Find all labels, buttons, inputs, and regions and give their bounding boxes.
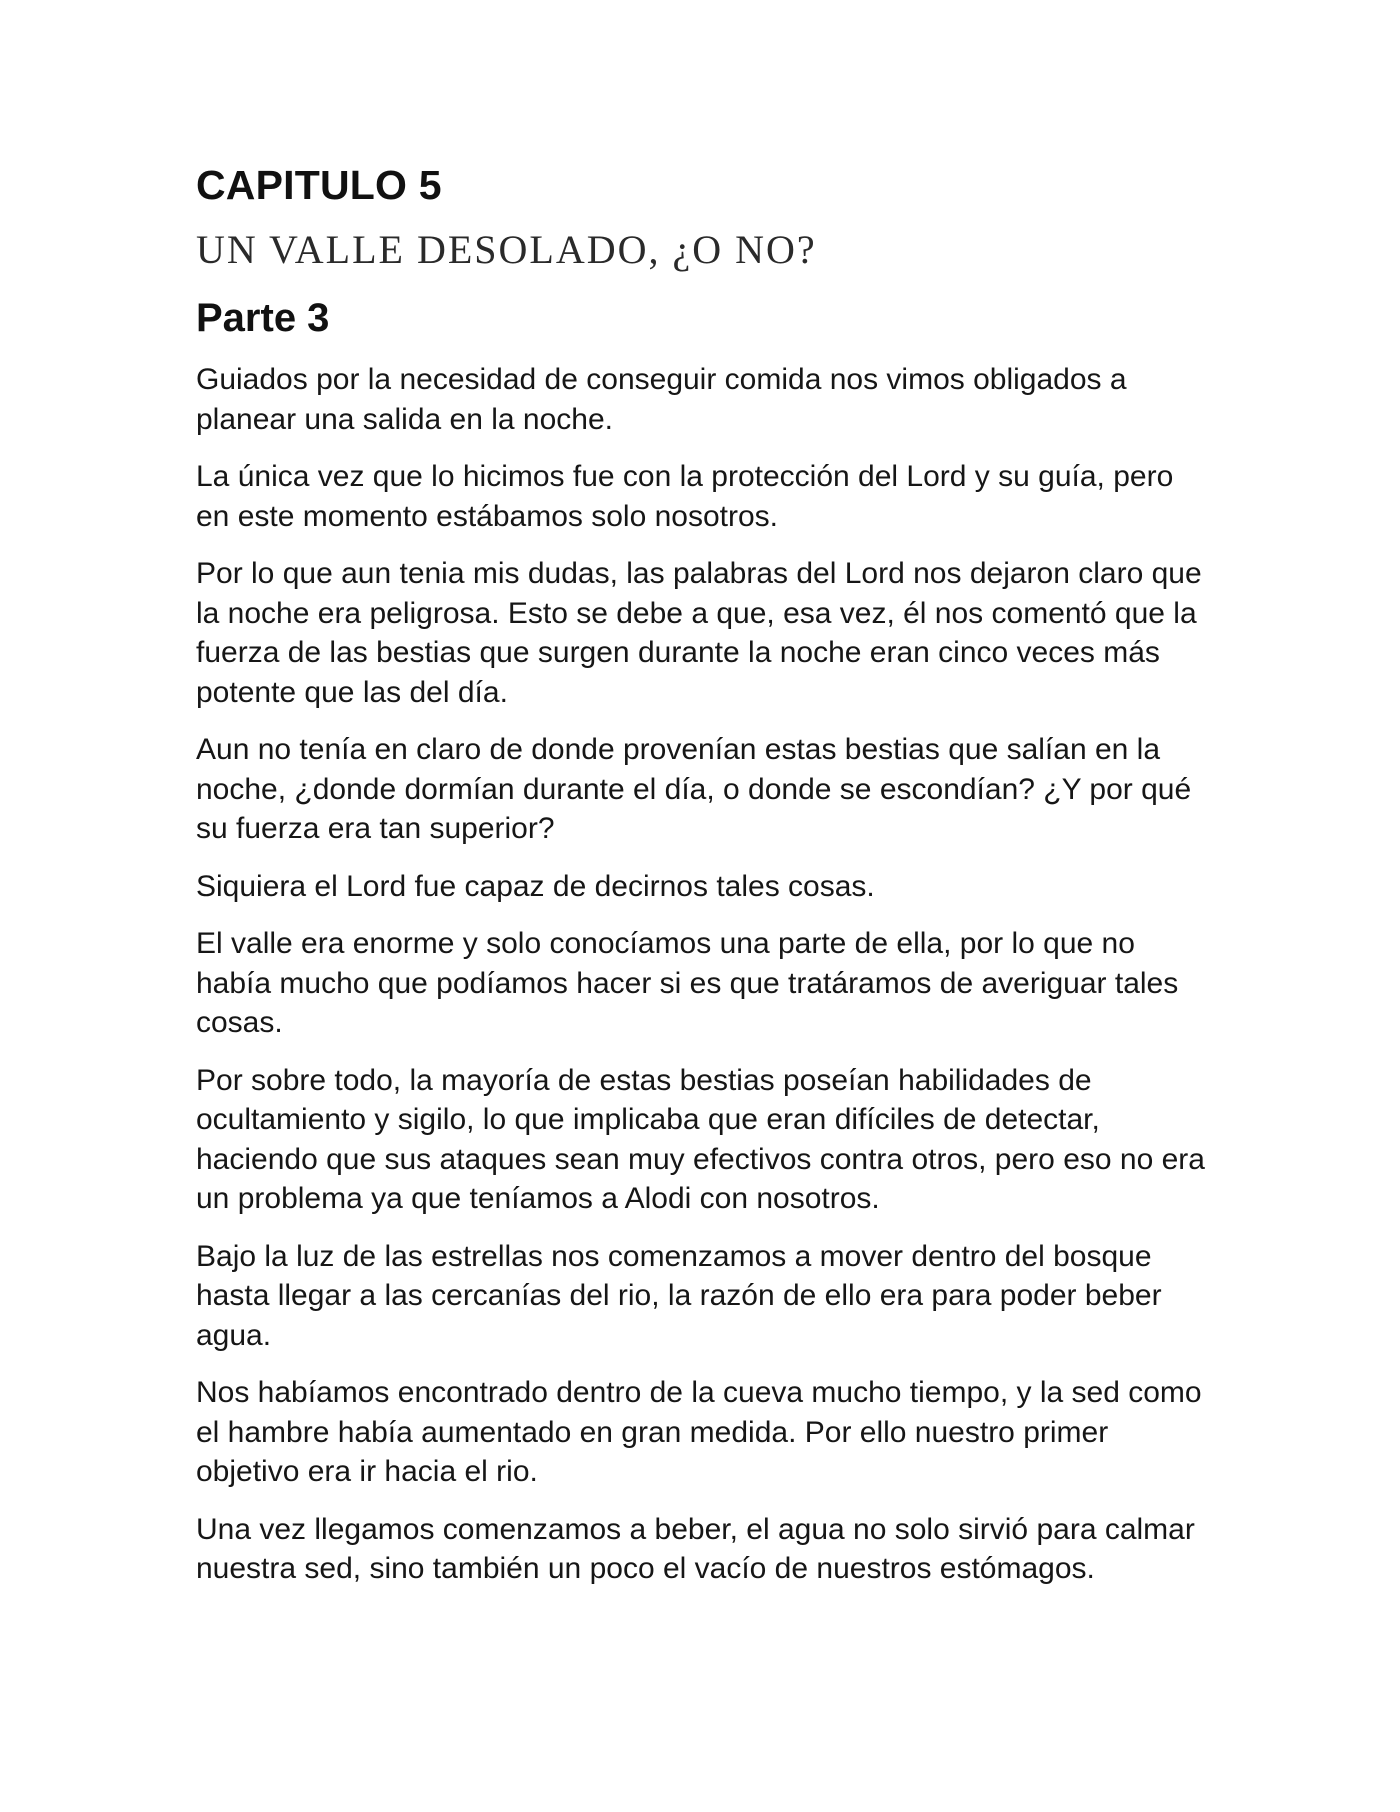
- paragraph: Por lo que aun tenia mis dudas, las palabras del Lord nos dejaron claro que la noche era peligrosa. Esto se debe a que, esa vez, él nos comentó que la fuerza de las bestias que surgen durante la noche eran cinco veces más potente que las del día.: [196, 557, 1202, 709]
- paragraph: Guiados por la necesidad de conseguir comida nos vimos obligados a planear una salida en la noche.: [196, 363, 1127, 436]
- paragraph: Por sobre todo, la mayoría de estas bestias poseían habilidades de ocultamiento y sigilo, lo que implicaba que eran difíciles de detectar, haciendo que sus ataques sean muy efectivos contra otros, pero eso no era un problema ya que teníamos a Alodi con nosotros.: [196, 1063, 1205, 1215]
- paragraph: El valle era enorme y solo conocíamos una parte de ella, por lo que no había mucho que podíamos hacer si es que tratáramos de averiguar tales cosas.: [196, 927, 1179, 1039]
- body-text: [196, 360, 1206, 1589]
- paragraph: Nos habíamos encontrado dentro de la cueva mucho tiempo, y la sed como el hambre había aumentado en gran medida. Por ello nuestro primer objetivo era ir hacia el rio.: [196, 1376, 1202, 1488]
- paragraph: Bajo la luz de las estrellas nos comenzamos a mover dentro del bosque hasta llegar a las cercanías del rio, la razón de ello era para poder beber agua.: [196, 1239, 1162, 1352]
- paragraph: Una vez llegamos comenzamos a beber, el agua no solo sirvió para calmar nuestra sed, sino también un poco el vacío de nuestros estómagos.: [196, 1512, 1195, 1585]
- chapter-subtitle: UN VALLE DESOLADO, ¿O NO?: [196, 227, 817, 272]
- paragraph: Aun no tenía en claro de donde provenían estas bestias que salían en la noche, ¿donde dormían durante el día, o donde se escondían? ¿Y por qué su fuerza era tan superior?: [196, 733, 1192, 845]
- paragraph: La única vez que lo hicimos fue con la protección del Lord y su guía, pero en este momento estábamos solo nosotros.: [196, 460, 1174, 533]
- paragraph: Siquiera el Lord fue capaz de decirnos tales cosas.: [196, 869, 875, 903]
- document-page: [196, 156, 1206, 1607]
- chapter-title: CAPITULO 5: [196, 162, 442, 208]
- part-title: Parte 3: [196, 296, 330, 340]
